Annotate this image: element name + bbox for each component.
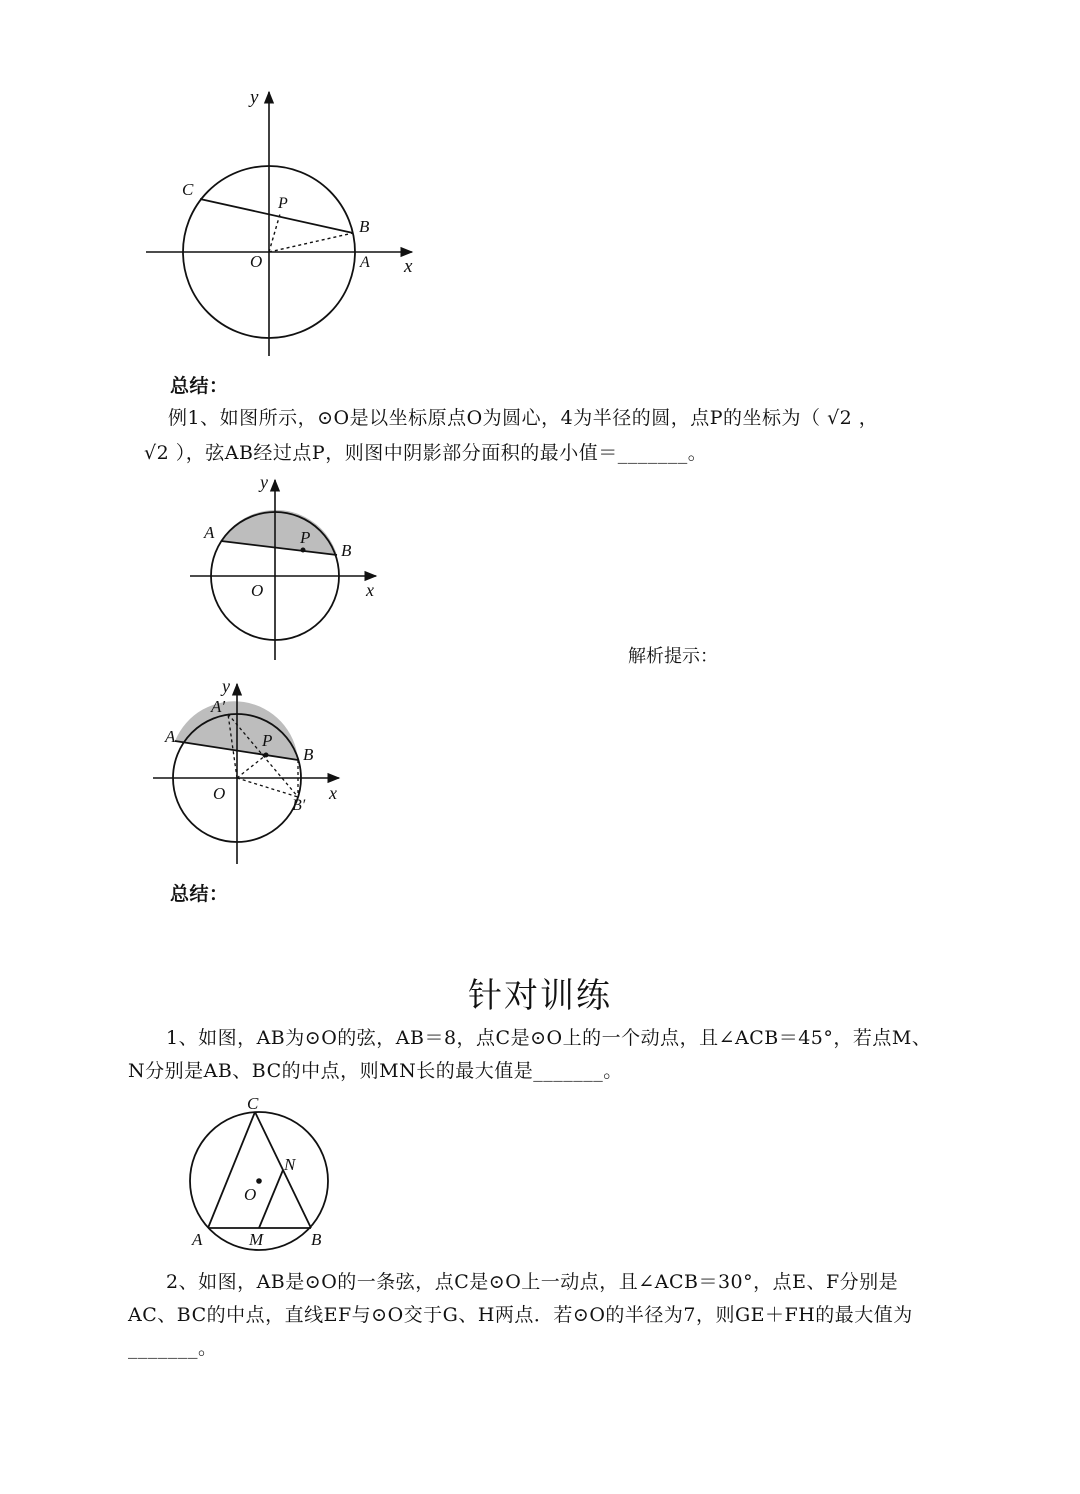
fig3-label-b: B (303, 745, 314, 764)
fig3-label-a: A (165, 727, 176, 746)
fig1-label-y: y (250, 87, 259, 108)
fig3-label-b-prime: B′ (292, 797, 306, 814)
summary-label-2: 总结： (170, 883, 229, 905)
fig2-label-a: A (204, 523, 215, 542)
fig1-label-o: O (250, 252, 263, 271)
fig1-label-a: A (360, 254, 370, 271)
fig2-label-o: O (251, 581, 264, 600)
fig3-label-o: O (213, 784, 226, 803)
figure-shaded-segment (180, 470, 390, 665)
fig1-label-b: B (359, 217, 370, 236)
example1-line2: √2 ），弦AB经过点P，则图中阴影部分面积的最小值＝_______。 (144, 442, 708, 464)
problem2-line2: AC、BC的中点，直线EF与⊙O交于G、H两点．若⊙O的半径为7，则GE＋FH的最大值为 (128, 1304, 913, 1326)
figure-circle-chord-cb (140, 80, 440, 370)
fig3-label-p: P (262, 731, 273, 750)
fig2-label-x: x (366, 580, 374, 600)
fig1-label-p: P (278, 195, 288, 212)
fig3-label-y: y (222, 676, 230, 696)
problem2-line3: _______。 (128, 1337, 218, 1359)
fig3-label-x: x (329, 783, 337, 803)
problem1-line2: N分别是AB、BC的中点，则MN长的最大值是_______。 (128, 1060, 623, 1082)
fig4-label-n: N (284, 1155, 296, 1174)
fig2-label-p: P (300, 528, 311, 547)
fig3-label-a-prime: A′ (211, 697, 226, 716)
fig1-label-c: C (182, 180, 194, 199)
fig1-label-x: x (404, 256, 413, 277)
fig4-label-b: B (311, 1230, 322, 1249)
fig4-label-c: C (247, 1094, 259, 1113)
figure-shaded-segment-analysis (145, 672, 355, 872)
problem1-line1: 1、如图，AB为⊙O的弦，AB＝8，点C是⊙O上的一个动点，且∠ACB＝45°，若点M、 (166, 1027, 932, 1049)
fig4-label-a: A (192, 1230, 203, 1249)
analysis-hint-label: 解析提示： (628, 646, 718, 667)
fig4-label-o: O (244, 1185, 257, 1204)
fig2-label-b: B (341, 541, 352, 560)
figure-inscribed-triangle (180, 1090, 340, 1255)
section-title: 针对训练 (468, 976, 612, 1016)
problem2-line1: 2、如图，AB是⊙O的一条弦，点C是⊙O上一动点，且∠ACB＝30°，点E、F分别是 (166, 1271, 899, 1293)
summary-label-1: 总结： (170, 375, 229, 397)
example1-line1: 例1、如图所示，⊙O是以坐标原点O为圆心，4为半径的圆，点P的坐标为（ √2 ， (168, 407, 879, 429)
fig4-label-m: M (249, 1230, 264, 1249)
fig2-label-y: y (260, 472, 268, 492)
